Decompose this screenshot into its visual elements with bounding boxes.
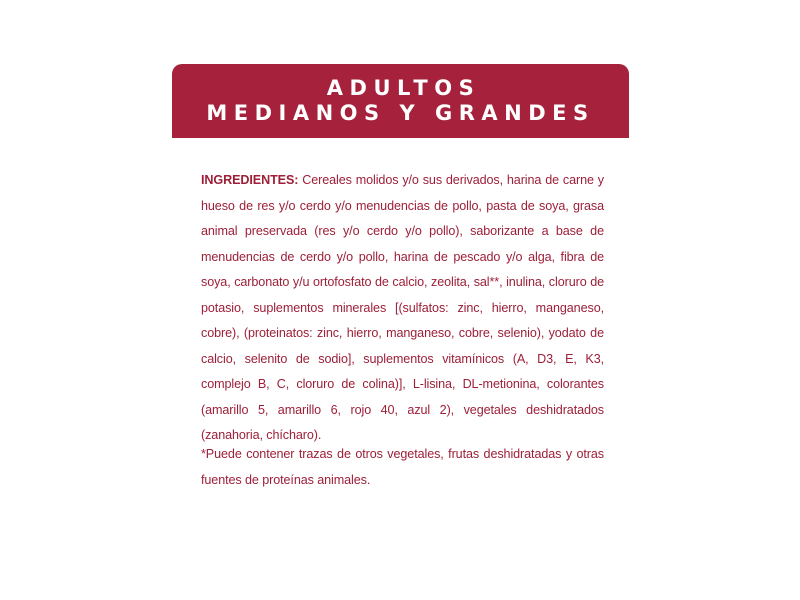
title-banner bbox=[172, 64, 629, 138]
ingredients-text: Cereales molidos y/o sus derivados, harina de carne y hueso de res y/o cerdo y/o menudencias de pollo, pasta de soya, grasa animal preservada (res y/o cerdo y/o pollo), saborizante a base de menudencias de cerdo y/o pollo, harina de pescado y/o alga, fibra de soya, carbonato y/u ortofosfato de calcio, zeolita, sal**, inulina, cloruro de potasio, suplementos minerales [(sulfatos: zinc, hierro, manganeso, cobre), (proteinatos: zinc, hierro, manganeso, cobre, selenio), yodato de calcio, selenito de sodio], suplementos vitamínicos (A, D3, E, K3, complejo B, C, cloruro de colina)], L-lisina, DL-metionina, colorantes (amarillo 5, amarillo 6, rojo 40, azul 2), vegetales deshidratados (zanahoria, chícharo). bbox=[201, 173, 604, 442]
banner-title-line-2: MEDIANOS Y GRANDES bbox=[206, 101, 595, 125]
ingredients-paragraph bbox=[201, 168, 604, 449]
ingredients-label: INGREDIENTES: bbox=[201, 173, 299, 187]
allergen-note: *Puede contener trazas de otros vegetales, frutas deshidratadas y otras fuentes de proteínas animales. bbox=[201, 447, 604, 487]
banner-title-line-1: ADULTOS bbox=[326, 76, 481, 100]
